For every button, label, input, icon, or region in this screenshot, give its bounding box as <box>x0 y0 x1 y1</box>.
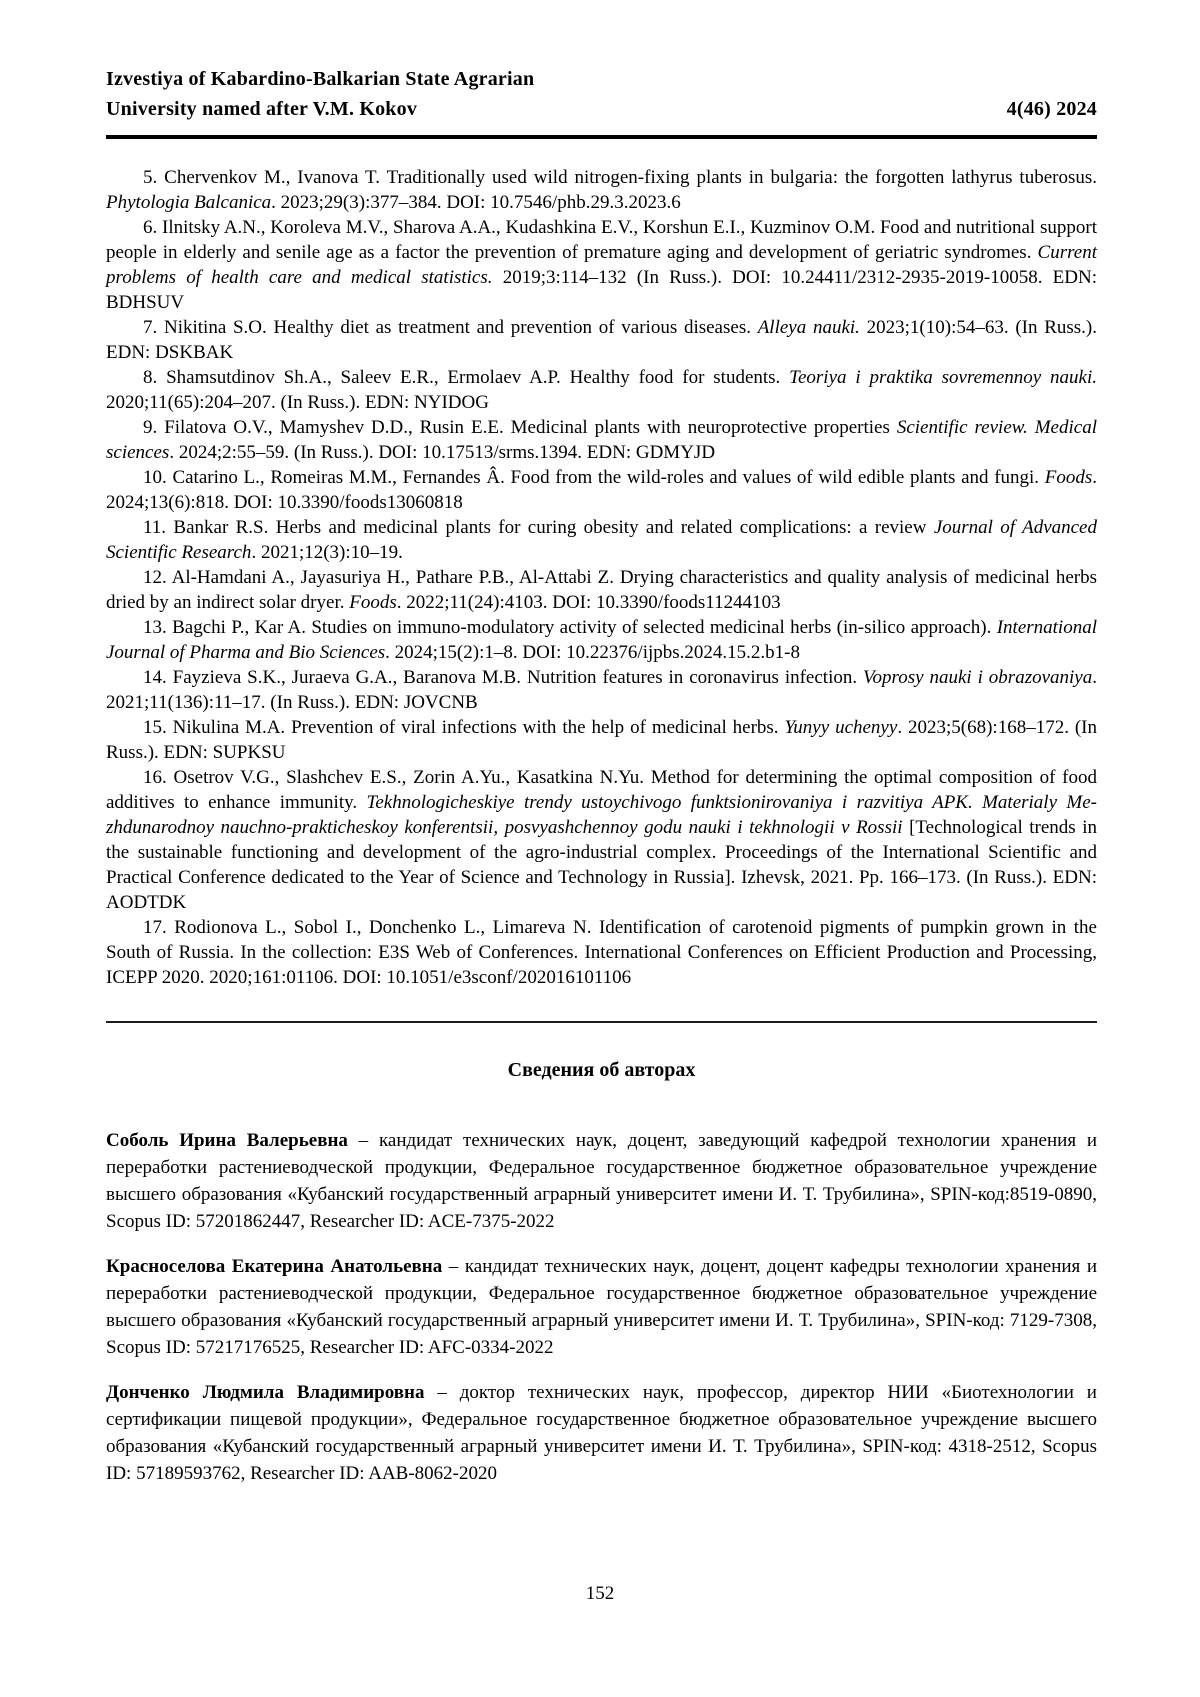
reference-source-title: International Journal of Pharma and Bio Sciences <box>106 617 1097 663</box>
reference-item <box>106 165 1097 215</box>
reference-text: 11. Bankar R.S. Herbs and medicinal plants for curing obesity and related complications: a review <box>143 517 934 538</box>
page-header <box>106 64 1097 139</box>
page-number: 152 <box>585 1583 615 1604</box>
reference-text: . 2024;2:55–59. (In Russ.). DOI: 10.17513/srms.1394. EDN: GDMYJD <box>169 442 716 463</box>
reference-source-title: Journal of Advanced Scientific Research <box>106 517 1097 563</box>
reference-text: . 2021;12(3):10–19. <box>251 542 403 563</box>
reference-text: . 2021;11(136):11–17. (In Russ.). EDN: JOVCNB <box>106 667 1097 713</box>
reference-text: 5. Chervenkov M., Ivanova T. Traditionally used wild nitrogen-fixing plants in bulgaria: the forgotten lathyrus tuberosus. <box>143 167 1097 188</box>
reference-item <box>106 715 1097 765</box>
reference-text: . 2024;15(2):1–8. DOI: 10.22376/ijpbs.2024.15.2.b1-8 <box>385 642 800 663</box>
reference-text: 8. Shamsutdinov Sh.A., Saleev E.R., Ermolaev A.P. Healthy food for students. <box>143 367 790 388</box>
author-name: Красноселова Екатерина Анатольевна <box>106 1256 443 1277</box>
author-entry <box>106 1379 1097 1487</box>
reference-text: 6. Ilnitsky A.N., Koroleva M.V., Sharova A.A., Kudashkina E.V., Korshun E.I., Kuzminov O.M. Food and nutritional support people in elderly and senile age as a factor the prevention of premature aging and development of geriatric syndromes. <box>106 217 1097 263</box>
reference-item <box>106 515 1097 565</box>
reference-item <box>106 565 1097 615</box>
header-second-row <box>106 94 1097 124</box>
author-entry <box>106 1127 1097 1235</box>
reference-source-title: Current problems of health care and medical statistics. <box>106 242 1097 288</box>
author-entry <box>106 1253 1097 1361</box>
reference-item <box>106 415 1097 465</box>
reference-source-title: Alleya nauki. <box>757 317 860 338</box>
reference-text: 12. Al-Hamdani A., Jayasuriya H., Pathare P.B., Al-Attabi Z. Drying characteristics and quality analysis of medicinal herbs dried by an indirect solar dryer. <box>106 567 1097 613</box>
reference-source-title: Scientific review. Medical sciences <box>106 417 1097 463</box>
issue-number: 4(46) 2024 <box>1006 98 1097 120</box>
authors-list <box>106 1127 1097 1487</box>
reference-item <box>106 215 1097 315</box>
reference-text: 17. Rodionova L., Sobol I., Donchenko L., Limareva N. Identification of carotenoid pigments of pumpkin grown in the South of Russia. In the collection: E3S Web of Conferences. International Conferences on Efficient Production and Processing, ICEPP 2020. 2020;161:01106. DOI: 10.1051/e3sconf/202016101106 <box>106 917 1097 988</box>
reference-source-title: Yunyy uchenyy <box>784 717 898 738</box>
author-description: – доктор технических наук, профессор, директор НИИ «Биотехнологии и сертификации пищевой продукции», Федеральное государственное бюджетное образовательное учреждение высшего образования «Кубанский государственный аграрный университет имени И. Т. Трубилина», SPIN-код: 4318-2512, Scopus ID: 57189593762, Researcher ID: AAB-8062-2020 <box>106 1382 1097 1484</box>
reference-text: 16. Osetrov V.G., Slashchev E.S., Zorin A.Yu., Kasatkina N.Yu. Method for determining the optimal composition of food additives to enhance immunity. <box>106 767 1097 813</box>
author-name: Соболь Ирина Валерьевна <box>106 1130 348 1151</box>
reference-item <box>106 615 1097 665</box>
reference-text: 13. Bagchi P., Kar A. Studies on immuno-modulatory activity of selected medicinal herbs (in-silico approach). <box>143 617 997 638</box>
header-rule <box>106 135 1097 139</box>
reference-source-title: Foods <box>349 592 397 613</box>
reference-source-title: Phytologia Balcanica <box>106 192 272 213</box>
authors-heading: Сведения об авторах <box>507 1059 696 1081</box>
section-divider-rule <box>106 1021 1097 1023</box>
reference-item <box>106 365 1097 415</box>
reference-item <box>106 665 1097 715</box>
reference-item <box>106 915 1097 990</box>
reference-text: 9. Filatova O.V., Mamyshev D.D., Rusin E.E. Medicinal plants with neuroprotective properties <box>143 417 897 438</box>
reference-text: . 2024;13(6):818. DOI: 10.3390/foods13060818 <box>106 467 1097 513</box>
reference-item <box>106 315 1097 365</box>
reference-text: . 2022;11(24):4103. DOI: 10.3390/foods11244103 <box>396 592 781 613</box>
reference-text: 2019;3:114–132 (In Russ.). DOI: 10.24411/2312-2935-2019-10058. EDN: BDHSUV <box>106 267 1097 313</box>
authors-section <box>106 1059 1097 1487</box>
author-name: Донченко Людмила Владимировна <box>106 1382 425 1403</box>
reference-source-title: Tekhnologicheskiye trendy ustoychivogo funktsionirovaniya i razvitiya APK. Materialy Me-zhdunarodnoy nauchno-prakticheskoy konferentsii, posvyashchennoy godu nauki i tekhnologii v Rossii <box>106 792 1097 838</box>
reference-text: . 2023;5(68):168–172. (In Russ.). EDN: SUPKSU <box>106 717 1098 763</box>
journal-title-line2: University named after V.M. Kokov <box>106 98 418 120</box>
reference-item <box>106 465 1097 515</box>
reference-text: 10. Catarino L., Romeiras M.M., Fernandes Â. Food from the wild-roles and values of wild edible plants and fungi. <box>143 467 1045 488</box>
reference-item <box>106 765 1097 915</box>
reference-source-title: Teoriya i praktika sovremennoy nauki. <box>789 367 1097 388</box>
references-list <box>106 165 1097 990</box>
reference-text: . 2023;29(3):377–384. DOI: 10.7546/phb.29.3.2023.6 <box>271 192 681 213</box>
journal-title-line1: Izvestiya of Kabardino-Balkarian State Agrarian <box>106 68 535 90</box>
reference-text: [Technological trends in the sustainable functioning and development of the agro-industrial complex. Proceedings of the International Scientific and Practical Conference dedicated to the Year of Science and Technology in Russia]. Izhevsk, 2021. Pp. 166–173. (In Russ.). EDN: AODTDK <box>106 817 1097 913</box>
reference-source-title: Voprosy nauki i obrazovaniya <box>863 667 1093 688</box>
reference-text: 15. Nikulina M.A. Prevention of viral infections with the help of medicinal herbs. <box>143 717 785 738</box>
reference-text: 2020;11(65):204–207. (In Russ.). EDN: NYIDOG <box>106 392 489 413</box>
reference-text: 2023;1(10):54–63. (In Russ.). EDN: DSKBAK <box>106 317 1097 363</box>
author-description: – кандидат технических наук, доцент, доцент кафедры технологии хранения и переработки растениеводческой продукции, Федеральное государственное бюджетное образовательное учреждение высшего образования «Кубанский государственный аграрный университет имени И. Т. Трубилина», SPIN-код: 7129-7308, Scopus ID: 57217176525, Researcher ID: AFC-0334-2022 <box>106 1256 1097 1358</box>
author-description: – кандидат технических наук, доцент, заведующий кафедрой технологии хранения и переработки растениеводческой продукции, Федеральное государственное бюджетное образовательное учреждение высшего образования «Кубанский государственный аграрный университет имени И. Т. Трубилина», SPIN-код:8519-0890, Scopus ID: 57201862447, Researcher ID: ACE-7375-2022 <box>106 1130 1098 1232</box>
reference-source-title: Foods <box>1044 467 1093 488</box>
reference-text: 14. Fayzieva S.K., Juraeva G.A., Baranova M.B. Nutrition features in coronavirus infection. <box>143 667 864 688</box>
reference-text: 7. Nikitina S.O. Healthy diet as treatment and prevention of various diseases. <box>143 317 758 338</box>
